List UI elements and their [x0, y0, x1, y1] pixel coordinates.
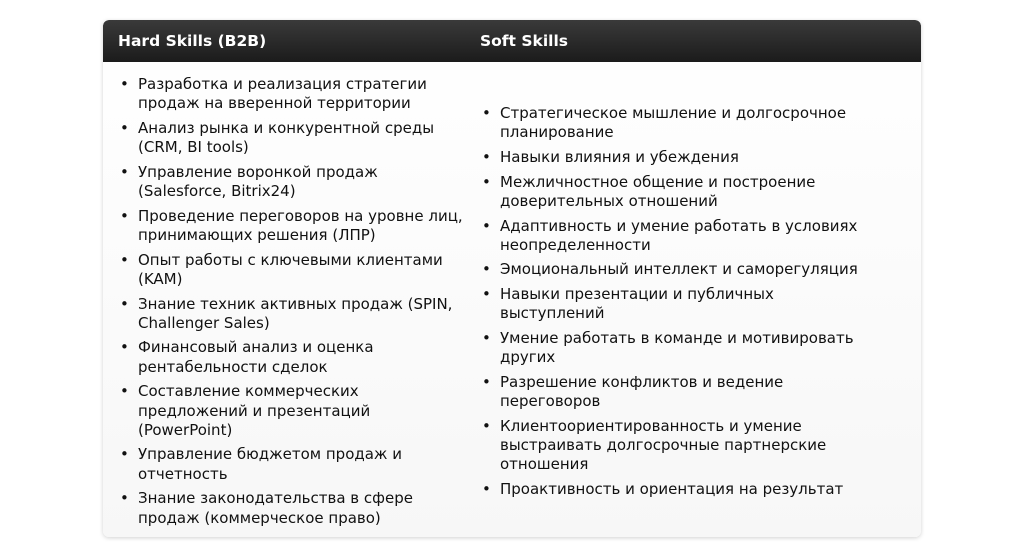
- list-item: [480, 285, 875, 323]
- list-item: [118, 207, 463, 245]
- list-item-text: Составление коммерческих предложений и презентаций (PowerPoint): [138, 382, 371, 439]
- list-item-text: Финансовый анализ и оценка рентабельности сделок: [138, 338, 374, 376]
- list-item-text: Умение работать в команде и мотивировать других: [500, 329, 854, 367]
- bullet-icon: •: [482, 416, 491, 435]
- list-item-text: Разрешение конфликтов и ведение переговоров: [500, 372, 784, 411]
- bullet-icon: •: [120, 489, 129, 508]
- list-item-text: Проактивность и ориентация на результат: [500, 479, 844, 498]
- list-item: [480, 173, 875, 211]
- bullet-icon: •: [120, 338, 129, 357]
- hard-skills-header: Hard Skills (B2B): [118, 32, 267, 50]
- list-item-text: Навыки презентации и публичных выступлений: [500, 285, 774, 323]
- list-item: [118, 295, 463, 333]
- table-header: [103, 20, 921, 62]
- bullet-icon: •: [482, 285, 491, 304]
- list-item: [118, 382, 463, 440]
- bullet-icon: •: [120, 206, 129, 225]
- hard-skills-list: [118, 75, 463, 533]
- list-item: [118, 75, 463, 113]
- list-item: [118, 338, 463, 376]
- list-item-text: Опыт работы с ключевыми клиентами (KAM): [138, 250, 443, 288]
- list-item-text: Управление воронкой продаж (Salesforce, Bitrix24): [138, 162, 378, 201]
- soft-skills-list: [480, 104, 875, 505]
- list-item-text: Клиентоориентированность и умение выстраивать долгосрочные партнерские отношения: [500, 416, 827, 474]
- list-item: [480, 417, 875, 475]
- bullet-icon: •: [120, 75, 129, 93]
- skills-table: [103, 20, 921, 537]
- bullet-icon: •: [482, 329, 491, 348]
- list-item: [480, 104, 875, 142]
- bullet-icon: •: [120, 445, 129, 464]
- bullet-icon: •: [482, 147, 491, 166]
- bullet-icon: •: [120, 382, 129, 401]
- list-item: [118, 119, 463, 157]
- bullet-icon: •: [120, 250, 129, 269]
- list-item-text: Стратегическое мышление и долгосрочное планирование: [500, 104, 847, 142]
- list-item-text: Разработка и реализация стратегии продаж на вверенной территории: [138, 75, 427, 113]
- list-item: [118, 163, 463, 201]
- list-item-text: Межличностное общение и построение доверительных отношений: [500, 172, 816, 210]
- list-item-text: Эмоциональный интеллект и саморегуляция: [500, 260, 858, 279]
- bullet-icon: •: [482, 172, 491, 191]
- list-item: [118, 489, 463, 527]
- list-item-text: Проведение переговоров на уровне лиц, принимающих решения (ЛПР): [138, 206, 463, 244]
- list-item: [480, 260, 875, 279]
- list-item-text: Управление бюджетом продаж и отчетность: [138, 445, 402, 483]
- list-item-text: Знание законодательства в сфере продаж (коммерческое право): [138, 489, 413, 527]
- bullet-icon: •: [120, 118, 129, 137]
- bullet-icon: •: [482, 372, 491, 391]
- list-item: [480, 329, 875, 367]
- bullet-icon: •: [482, 479, 491, 498]
- bullet-icon: •: [482, 260, 491, 279]
- list-item: [118, 445, 463, 483]
- list-item-text: Навыки влияния и убеждения: [500, 147, 739, 166]
- list-item-text: Знание техник активных продаж (SPIN, Challenger Sales): [138, 294, 453, 332]
- bullet-icon: •: [482, 216, 491, 235]
- bullet-icon: •: [120, 294, 129, 313]
- list-item-text: Адаптивность и умение работать в условиях неопределенности: [500, 216, 858, 254]
- list-item: [480, 480, 875, 499]
- soft-skills-header: Soft Skills: [480, 32, 568, 50]
- list-item-text: Анализ рынка и конкурентной среды (CRM, BI tools): [138, 118, 435, 157]
- list-item: [480, 373, 875, 411]
- list-item: [480, 217, 875, 255]
- bullet-icon: •: [482, 104, 491, 122]
- bullet-icon: •: [120, 162, 129, 181]
- list-item: [480, 148, 875, 167]
- list-item: [118, 251, 463, 289]
